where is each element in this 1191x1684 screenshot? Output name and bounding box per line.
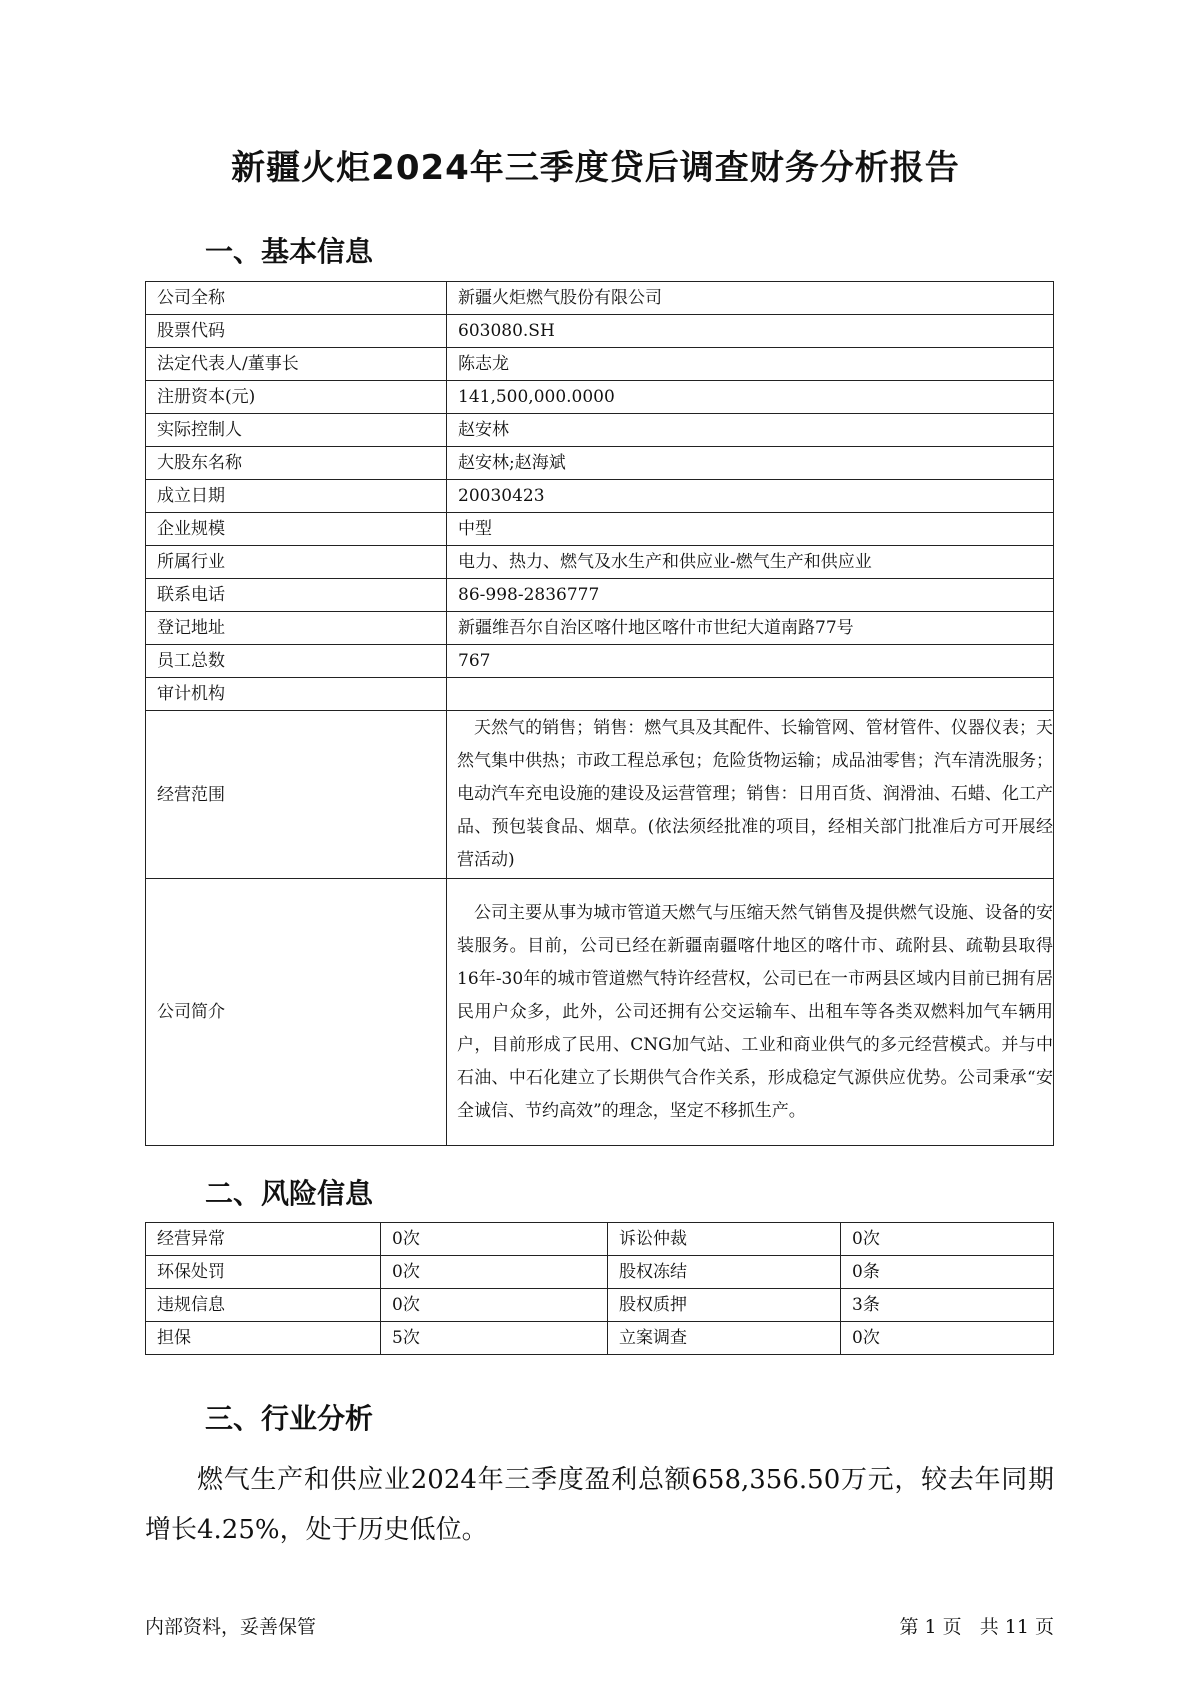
section-heading-basic-info: 一、基本信息 [205, 235, 374, 268]
field-value [447, 678, 1054, 711]
field-label: 公司全称 [146, 282, 447, 315]
table-row [146, 348, 1054, 381]
report-title: 新疆火炬2024年三季度贷后调查财务分析报告 [231, 148, 960, 188]
field-label: 成立日期 [146, 480, 447, 513]
table-row [146, 612, 1054, 645]
risk-value: 0次 [841, 1322, 1054, 1355]
field-value: 天然气的销售；销售：燃气具及其配件、长输管网、管材管件、仪器仪表；天然气集中供热；市政工程总承包；危险货物运输；成品油零售；汽车清洗服务；电动汽车充电设施的建设及运营管理；销售：日用百货、润滑油、石蜡、化工产品、预包装食品、烟草。(依法须经批准的项目，经相关部门批准后方可开展经营活动) [447, 711, 1054, 879]
table-row [146, 414, 1054, 447]
risk-value: 0次 [381, 1223, 608, 1256]
section-heading-risk-info: 二、风险信息 [205, 1177, 374, 1210]
table-row [146, 546, 1054, 579]
field-label: 经营范围 [146, 711, 447, 879]
risk-value: 3条 [841, 1289, 1054, 1322]
field-value: 公司主要从事为城市管道天燃气与压缩天然气销售及提供燃气设施、设备的安装服务。目前，公司已经在新疆南疆喀什地区的喀什市、疏附县、疏勒县取得16年-30年的城市管道燃气特许经营权，公司已在一市两县区域内目前已拥有居民用户众多，此外，公司还拥有公交运输车、出租车等各类双燃料加气车辆用户，目前形成了民用、CNG加气站、工业和商业供气的多元经营模式。并与中石油、中石化建立了长期供气合作关系，形成稳定气源供应优势。公司秉承“安全诚信、节约高效”的理念，坚定不移抓生产。 [447, 879, 1054, 1146]
field-label: 股票代码 [146, 315, 447, 348]
field-value: 141,500,000.0000 [447, 381, 1054, 414]
field-label: 企业规模 [146, 513, 447, 546]
field-label: 实际控制人 [146, 414, 447, 447]
field-value: 767 [447, 645, 1054, 678]
field-label: 审计机构 [146, 678, 447, 711]
field-label: 登记地址 [146, 612, 447, 645]
field-value: 新疆火炬燃气股份有限公司 [447, 282, 1054, 315]
field-label: 大股东名称 [146, 447, 447, 480]
footer-page-number: 第 1 页 共 11 页 [899, 1616, 1054, 1638]
risk-label: 股权质押 [608, 1289, 841, 1322]
field-label: 员工总数 [146, 645, 447, 678]
field-value: 603080.SH [447, 315, 1054, 348]
table-row [146, 447, 1054, 480]
section-heading-industry-analysis: 三、行业分析 [205, 1402, 374, 1435]
risk-value: 0次 [381, 1289, 608, 1322]
table-row [146, 678, 1054, 711]
field-label: 联系电话 [146, 579, 447, 612]
table-row [146, 645, 1054, 678]
field-value: 86-998-2836777 [447, 579, 1054, 612]
table-row [146, 1256, 1054, 1289]
basic-info-table [145, 281, 1054, 1146]
risk-label: 股权冻结 [608, 1256, 841, 1289]
table-row [146, 282, 1054, 315]
footer-confidential-note: 内部资料，妥善保管 [145, 1616, 317, 1638]
risk-info-table [145, 1222, 1054, 1355]
risk-value: 0次 [381, 1256, 608, 1289]
field-value: 赵安林 [447, 414, 1054, 447]
risk-label: 违规信息 [146, 1289, 381, 1322]
field-label: 注册资本(元) [146, 381, 447, 414]
risk-label: 诉讼仲裁 [608, 1223, 841, 1256]
field-value: 陈志龙 [447, 348, 1054, 381]
field-label: 公司简介 [146, 879, 447, 1146]
risk-label: 担保 [146, 1322, 381, 1355]
table-row [146, 1289, 1054, 1322]
table-row [146, 1223, 1054, 1256]
field-value: 电力、热力、燃气及水生产和供应业-燃气生产和供应业 [447, 546, 1054, 579]
field-value: 赵安林;赵海斌 [447, 447, 1054, 480]
risk-value: 5次 [381, 1322, 608, 1355]
risk-label: 经营异常 [146, 1223, 381, 1256]
risk-label: 立案调查 [608, 1322, 841, 1355]
table-row [146, 513, 1054, 546]
risk-value: 0次 [841, 1223, 1054, 1256]
field-value: 新疆维吾尔自治区喀什地区喀什市世纪大道南路77号 [447, 612, 1054, 645]
field-value: 20030423 [447, 480, 1054, 513]
risk-value: 0条 [841, 1256, 1054, 1289]
field-label: 所属行业 [146, 546, 447, 579]
table-row [146, 315, 1054, 348]
field-label: 法定代表人/董事长 [146, 348, 447, 381]
table-row [146, 1322, 1054, 1355]
industry-analysis-paragraph: 燃气生产和供应业2024年三季度盈利总额658,356.50万元，较去年同期增长4.25%，处于历史低位。 [145, 1465, 1054, 1545]
risk-label: 环保处罚 [146, 1256, 381, 1289]
table-row [146, 711, 1054, 879]
table-row [146, 381, 1054, 414]
field-value: 中型 [447, 513, 1054, 546]
table-row [146, 879, 1054, 1146]
table-row [146, 579, 1054, 612]
table-row [146, 480, 1054, 513]
